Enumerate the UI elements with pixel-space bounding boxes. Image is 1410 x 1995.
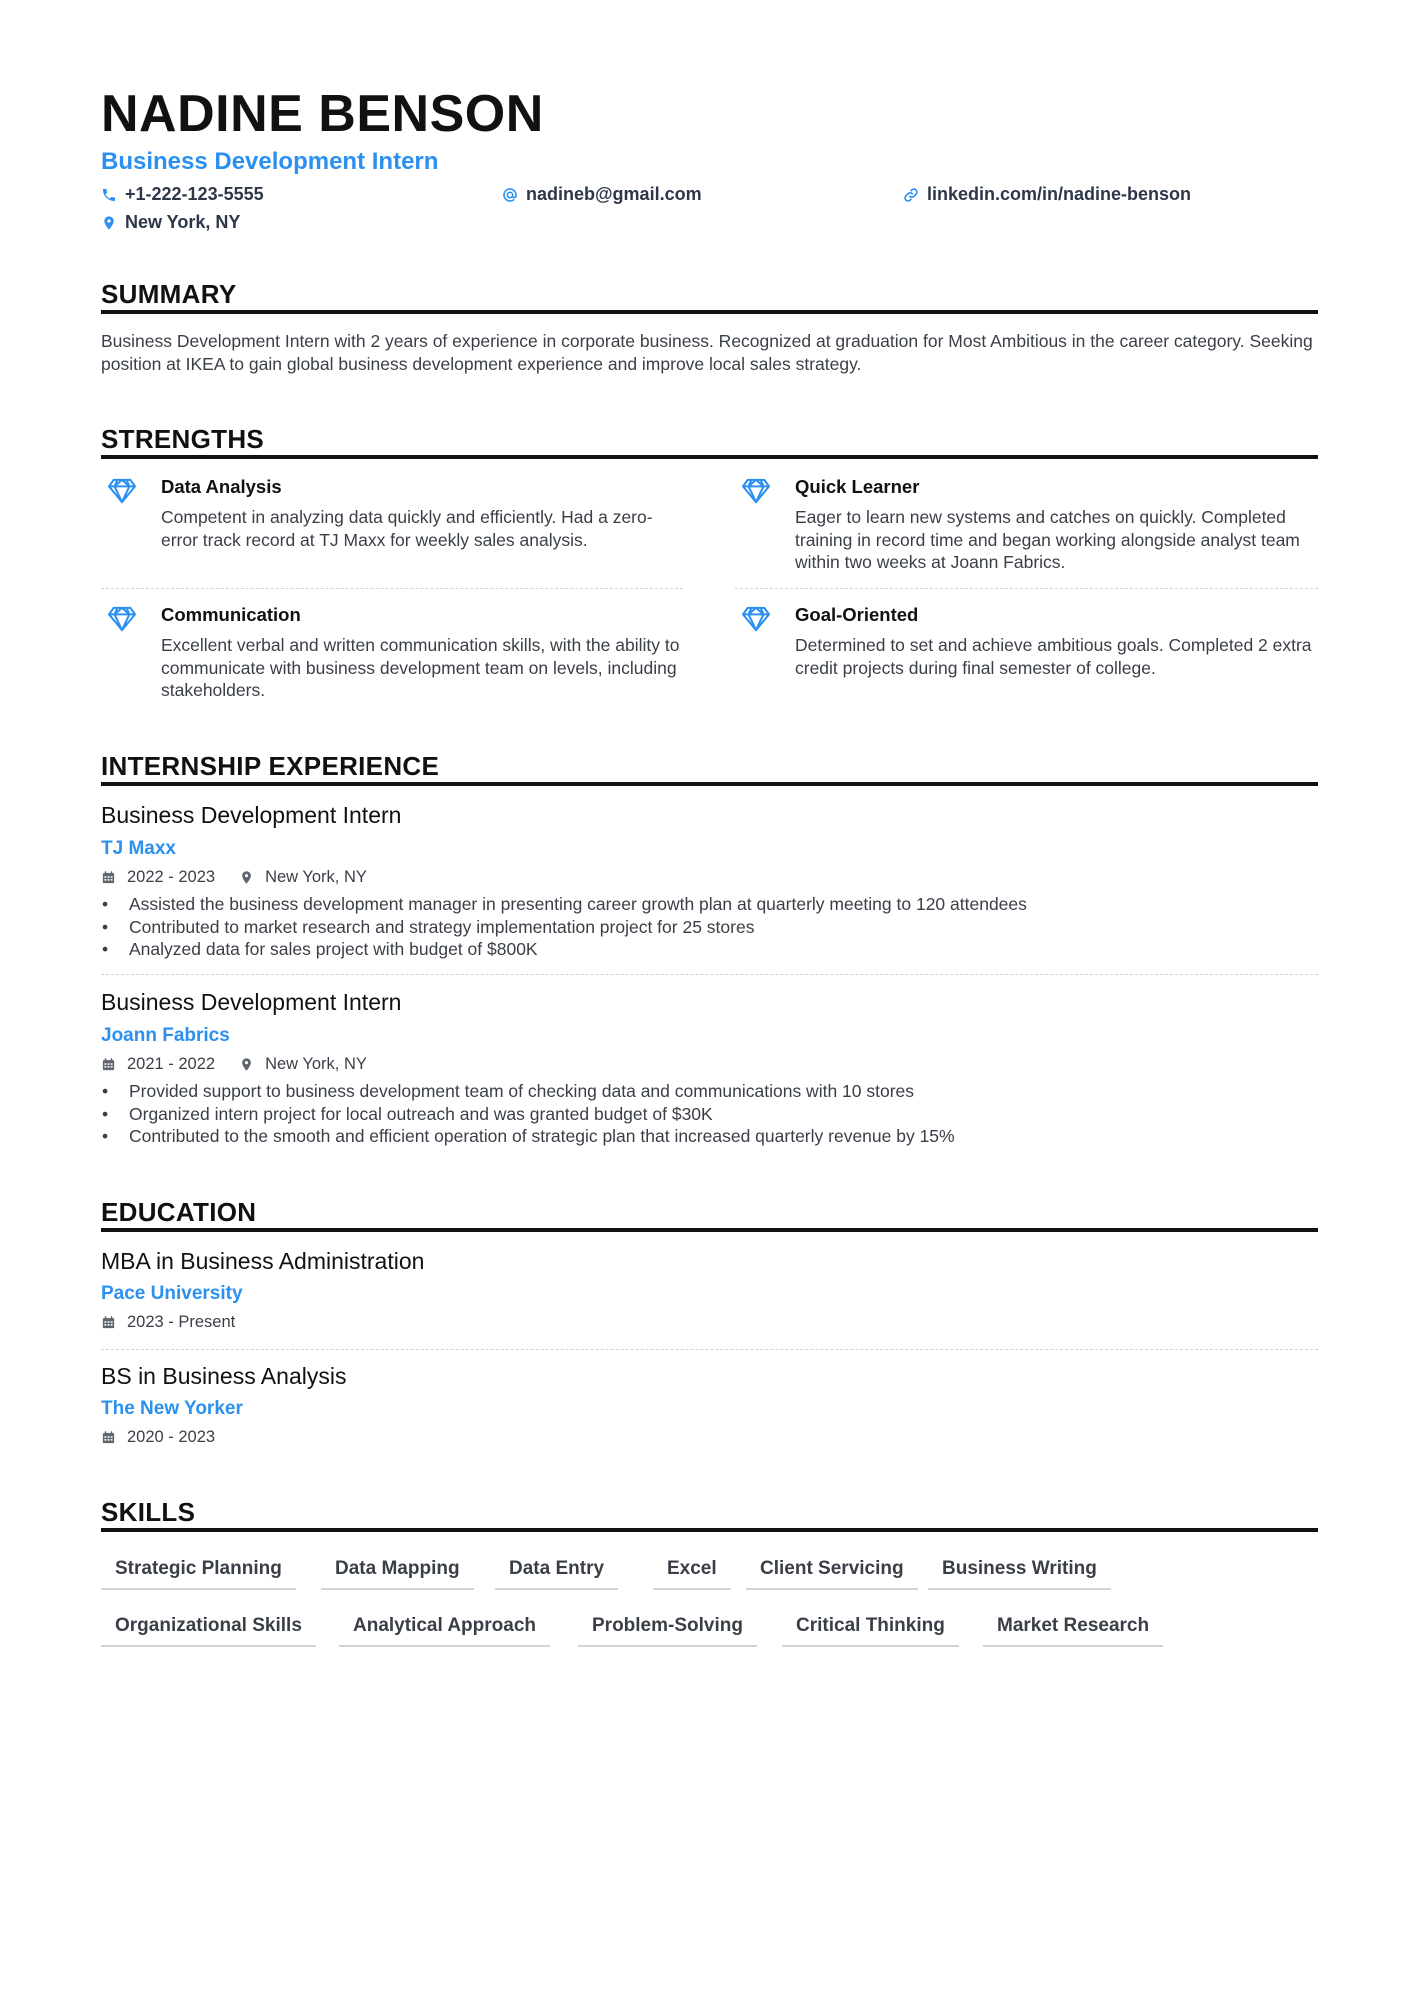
map-pin-icon [239,870,254,885]
skill-tag: Analytical Approach [339,1615,550,1647]
job-dates: 2022 - 2023 [127,868,216,886]
education-heading: EDUCATION [101,1197,257,1227]
education-dates: 2020 - 2023 [127,1428,216,1446]
job-location: New York, NY [265,868,367,886]
education-school: Pace University [101,1283,243,1304]
skill-tag: Business Writing [928,1558,1111,1590]
diamond-icon [741,478,771,504]
strength-title: Data Analysis [161,476,282,497]
map-pin-icon [239,1057,254,1072]
map-pin-icon [101,215,117,231]
job-title: Business Development Intern [101,989,402,1015]
contact-phone [101,184,264,205]
education-meta [101,1428,215,1447]
diamond-icon [107,478,137,504]
strength-description: Determined to set and achieve ambitious goals. Completed 2 extra credit projects during final semester of college. [795,635,1312,678]
skill-tag: Data Entry [495,1558,618,1590]
skills-divider [101,1528,1318,1532]
job-bullet: • Provided support to business development team of checking data and communications with 10 stores [101,1080,955,1103]
job-company: Joann Fabrics [101,1025,230,1046]
education-school: The New Yorker [101,1398,243,1419]
strength-divider [735,588,1318,589]
summary-text: Business Development Intern with 2 years of experience in corporate business. Recognized at graduation for Most Ambitious in the career category. Seeking position at IKEA to gain global business development experience and improve local sales strategy. [101,331,1313,374]
summary-divider [101,310,1318,314]
skill-tag: Data Mapping [321,1558,474,1590]
education-degree: MBA in Business Administration [101,1248,425,1274]
skill-tag: Market Research [983,1615,1163,1647]
phone-icon [101,187,117,203]
skill-tag: Problem-Solving [578,1615,757,1647]
strength-title: Quick Learner [795,476,920,497]
strength-description: Competent in analyzing data quickly and efficiently. Had a zero-error track record at TJ Maxx for weekly sales analysis. [161,507,653,550]
job-bullets [101,893,1027,961]
education-divider [101,1228,1318,1232]
strength-description: Eager to learn new systems and catches on quickly. Completed training in record time and began working alongside analyst team within two weeks at Joann Fabrics. [795,507,1300,572]
strength-title: Communication [161,604,301,625]
calendar-icon [101,870,116,885]
strength-description: Excellent verbal and written communication skills, with the ability to communicate with business development team on levels, including stakeholders. [161,635,680,700]
strengths-heading: STRENGTHS [101,424,265,454]
calendar-icon [101,1430,116,1445]
job-bullet: • Contributed to market research and strategy implementation project for 25 stores [101,916,1027,939]
job-bullet: • Assisted the business development manager in presenting career growth plan at quarterly meeting to 120 attendees [101,893,1027,916]
education-item-divider [101,1349,1318,1350]
job-title: Business Development Intern [101,802,402,828]
job-meta [101,1055,367,1074]
calendar-icon [101,1057,116,1072]
diamond-icon [741,606,771,632]
calendar-icon [101,1315,116,1330]
education-meta [101,1313,235,1332]
at-icon [502,187,518,203]
job-bullet: • Contributed to the smooth and efficient operation of strategic plan that increased quarterly revenue by 15% [101,1125,955,1148]
skill-tag: Critical Thinking [782,1615,959,1647]
strengths-divider [101,455,1318,459]
skill-tag: Organizational Skills [101,1615,316,1647]
education-dates: 2023 - Present [127,1313,236,1331]
skill-tag: Strategic Planning [101,1558,296,1590]
skill-tag: Client Servicing [746,1558,918,1590]
candidate-title: Business Development Intern [101,148,439,175]
candidate-name: NADINE BENSON [101,85,544,143]
contact-location [101,212,240,233]
job-meta [101,868,367,887]
skills-heading: SKILLS [101,1497,196,1527]
email-text[interactable]: nadineb@gmail.com [526,184,702,204]
location-text: New York, NY [125,212,241,232]
job-dates: 2021 - 2022 [127,1055,216,1073]
linkedin-text[interactable]: linkedin.com/in/nadine-benson [927,184,1192,204]
education-degree: BS in Business Analysis [101,1363,347,1389]
phone-text: +1-222-123-5555 [125,184,264,204]
job-bullets [101,1080,955,1148]
experience-heading: INTERNSHIP EXPERIENCE [101,751,440,781]
contact-email[interactable] [502,184,702,205]
link-icon [903,187,919,203]
job-bullet: • Organized intern project for local outreach and was granted budget of $30K [101,1103,955,1126]
contact-linkedin[interactable] [903,184,1191,205]
experience-divider [101,782,1318,786]
strength-divider [101,588,683,589]
job-divider [101,974,1318,975]
diamond-icon [107,606,137,632]
strength-title: Goal-Oriented [795,604,919,625]
skill-tag: Excel [653,1558,731,1590]
job-company: TJ Maxx [101,838,176,859]
job-location: New York, NY [265,1055,367,1073]
job-bullet: • Analyzed data for sales project with budget of $800K [101,938,1027,961]
summary-heading: SUMMARY [101,279,237,309]
